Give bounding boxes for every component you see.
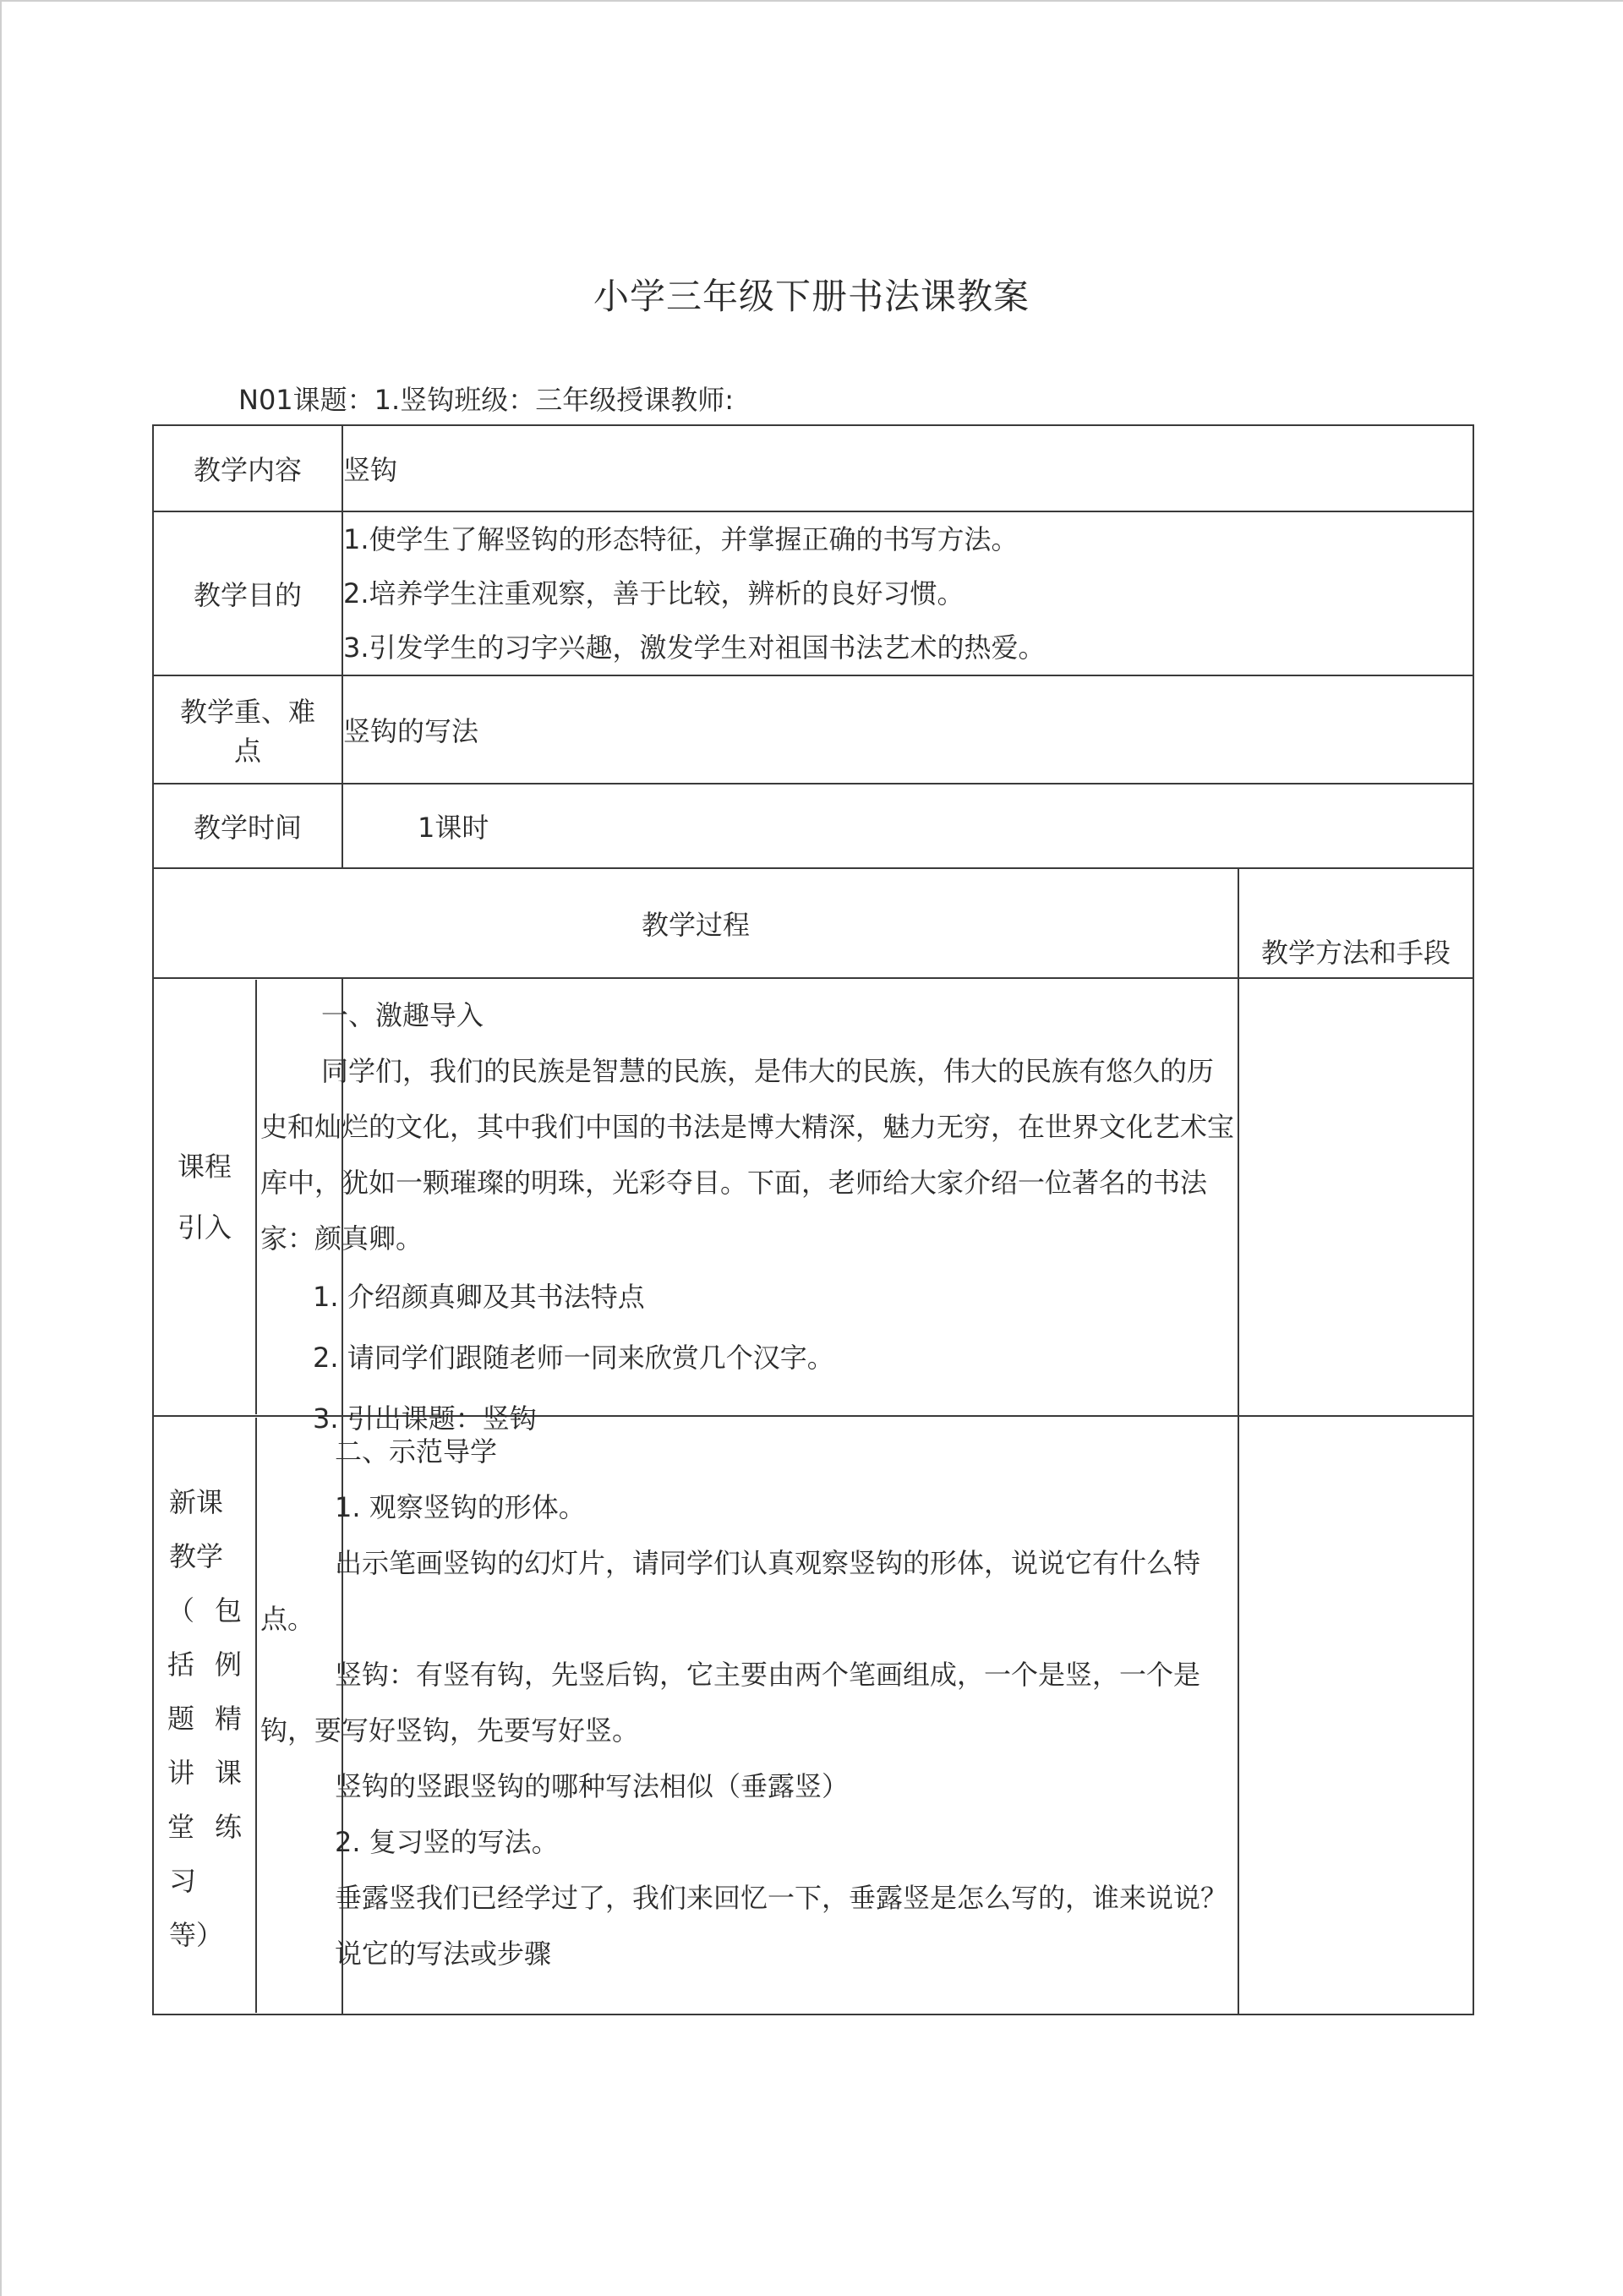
new-lesson-step: 2. 复习竖的写法。 — [335, 1826, 559, 1858]
row-time — [153, 784, 1473, 868]
row-objective — [153, 511, 1473, 675]
intro-item: 2. 请同学们跟随老师一同来欣赏几个汉字。 — [313, 1342, 834, 1374]
new-lesson-paragraph: 说它的写法或步骤 — [335, 1938, 552, 1970]
new-lesson-label-line: 新课 — [169, 1486, 224, 1518]
objective-item: 3.引发学生的习字兴趣，激发学生对祖国书法艺术的热爱。 — [343, 631, 1046, 664]
intro-paragraph: 同学们，我们的民族是智慧的民族，是伟大的民族，伟大的民族有悠久的历史和灿烂的文化，其中我们中国的书法是博大精深，魅力无穷，在世界文化艺术宝库中，犹如一颗璀璨的明珠，光彩夺目。下面，老师给大家介绍一位著名的书法家：颜真卿。 — [260, 1055, 1235, 1255]
intro-body — [260, 978, 1238, 1435]
time-label: 教学时间 — [153, 784, 342, 868]
new-lesson-label-char: 讲 — [167, 1757, 194, 1789]
new-lesson-label — [154, 1418, 257, 2013]
new-lesson-label-line: 教学 — [169, 1540, 224, 1572]
new-lesson-step: 1. 观察竖钩的形体。 — [335, 1491, 586, 1523]
new-lesson-label-char: 堂 — [167, 1811, 194, 1843]
objective-list — [342, 511, 1473, 675]
intro-item: 3. 引出课题：竖钩 — [313, 1402, 537, 1435]
new-lesson-label-char: 题 — [167, 1703, 194, 1735]
new-lesson-label-char: 课 — [214, 1757, 242, 1789]
lesson-plan-table — [152, 424, 1474, 2015]
process-header: 教学过程 — [153, 868, 1238, 978]
new-lesson-body-clip — [257, 1417, 1238, 2012]
row-intro — [153, 978, 1473, 1416]
new-lesson-label-char: 练 — [214, 1811, 242, 1843]
key-points-value: 竖钩的写法 — [342, 675, 1473, 784]
intro-label-line1: 课程 — [177, 1151, 232, 1183]
key-points-label — [153, 675, 342, 784]
new-lesson-label-char: 例 — [214, 1648, 242, 1681]
new-lesson-label-char: 包 — [214, 1594, 242, 1626]
new-lesson-label-char: （ — [167, 1594, 194, 1626]
new-lesson-body — [260, 1416, 1238, 2014]
new-lesson-paragraph: 垂露竖我们已经学过了，我们来回忆一下，垂露竖是怎么写的，谁来说说？ — [335, 1882, 1228, 1914]
row-process-header — [153, 868, 1473, 978]
intro-heading: 一、激趣导入 — [321, 999, 484, 1031]
objective-label: 教学目的 — [153, 511, 342, 675]
new-lesson-method-cell — [1238, 1416, 1473, 2014]
intro-item: 1. 介绍颜真卿及其书法特点 — [313, 1281, 645, 1313]
document-title: 小学三年级下册书法课教案 — [593, 276, 1030, 317]
new-lesson-label-line: 等） — [169, 1919, 224, 1951]
new-lesson-paragraph: 竖钩的竖跟竖钩的哪种写法相似（垂露竖） — [335, 1770, 850, 1802]
intro-body-clip — [257, 979, 1238, 1435]
content-label: 教学内容 — [153, 425, 342, 511]
intro-text — [257, 979, 1238, 1449]
method-header: 教学方法和手段 — [1238, 868, 1473, 978]
new-lesson-paragraph: 竖钩：有竖有钩，先竖后钩，它主要由两个笔画组成，一个是竖，一个是钩，要写好竖钩，先要写好竖。 — [260, 1659, 1201, 1747]
intro-method-cell — [1238, 978, 1473, 1416]
objective-item: 1.使学生了解竖钩的形态特征，并掌握正确的书写方法。 — [343, 523, 1019, 555]
new-lesson-label-grid — [154, 1475, 255, 1962]
lesson-meta-line: N01课题：1.竖钩班级：三年级授课教师: — [238, 384, 734, 416]
row-new-lesson — [153, 1416, 1473, 2014]
key-points-label-line1: 教学重、难 — [180, 696, 316, 728]
content-value: 竖钩 — [342, 425, 1473, 511]
new-lesson-label-char: 精 — [214, 1703, 242, 1735]
objective-item: 2.培养学生注重观察，善于比较，辨析的良好习惯。 — [343, 577, 965, 610]
intro-label — [154, 980, 257, 1414]
row-key-points — [153, 675, 1473, 784]
row-content — [153, 425, 1473, 511]
new-lesson-paragraph: 出示笔画竖钩的幻灯片，请同学们认真观察竖钩的形体，说说它有什么特点。 — [260, 1547, 1201, 1635]
time-value: 1课时 — [342, 784, 1473, 868]
new-lesson-text — [257, 1417, 1238, 1982]
intro-label-line2: 引入 — [177, 1211, 232, 1244]
key-points-label-line2: 点 — [234, 735, 262, 767]
new-lesson-heading: 二、示范导学 — [335, 1435, 498, 1468]
new-lesson-label-line: 习 — [169, 1865, 197, 1897]
new-lesson-label-char: 括 — [167, 1648, 194, 1681]
